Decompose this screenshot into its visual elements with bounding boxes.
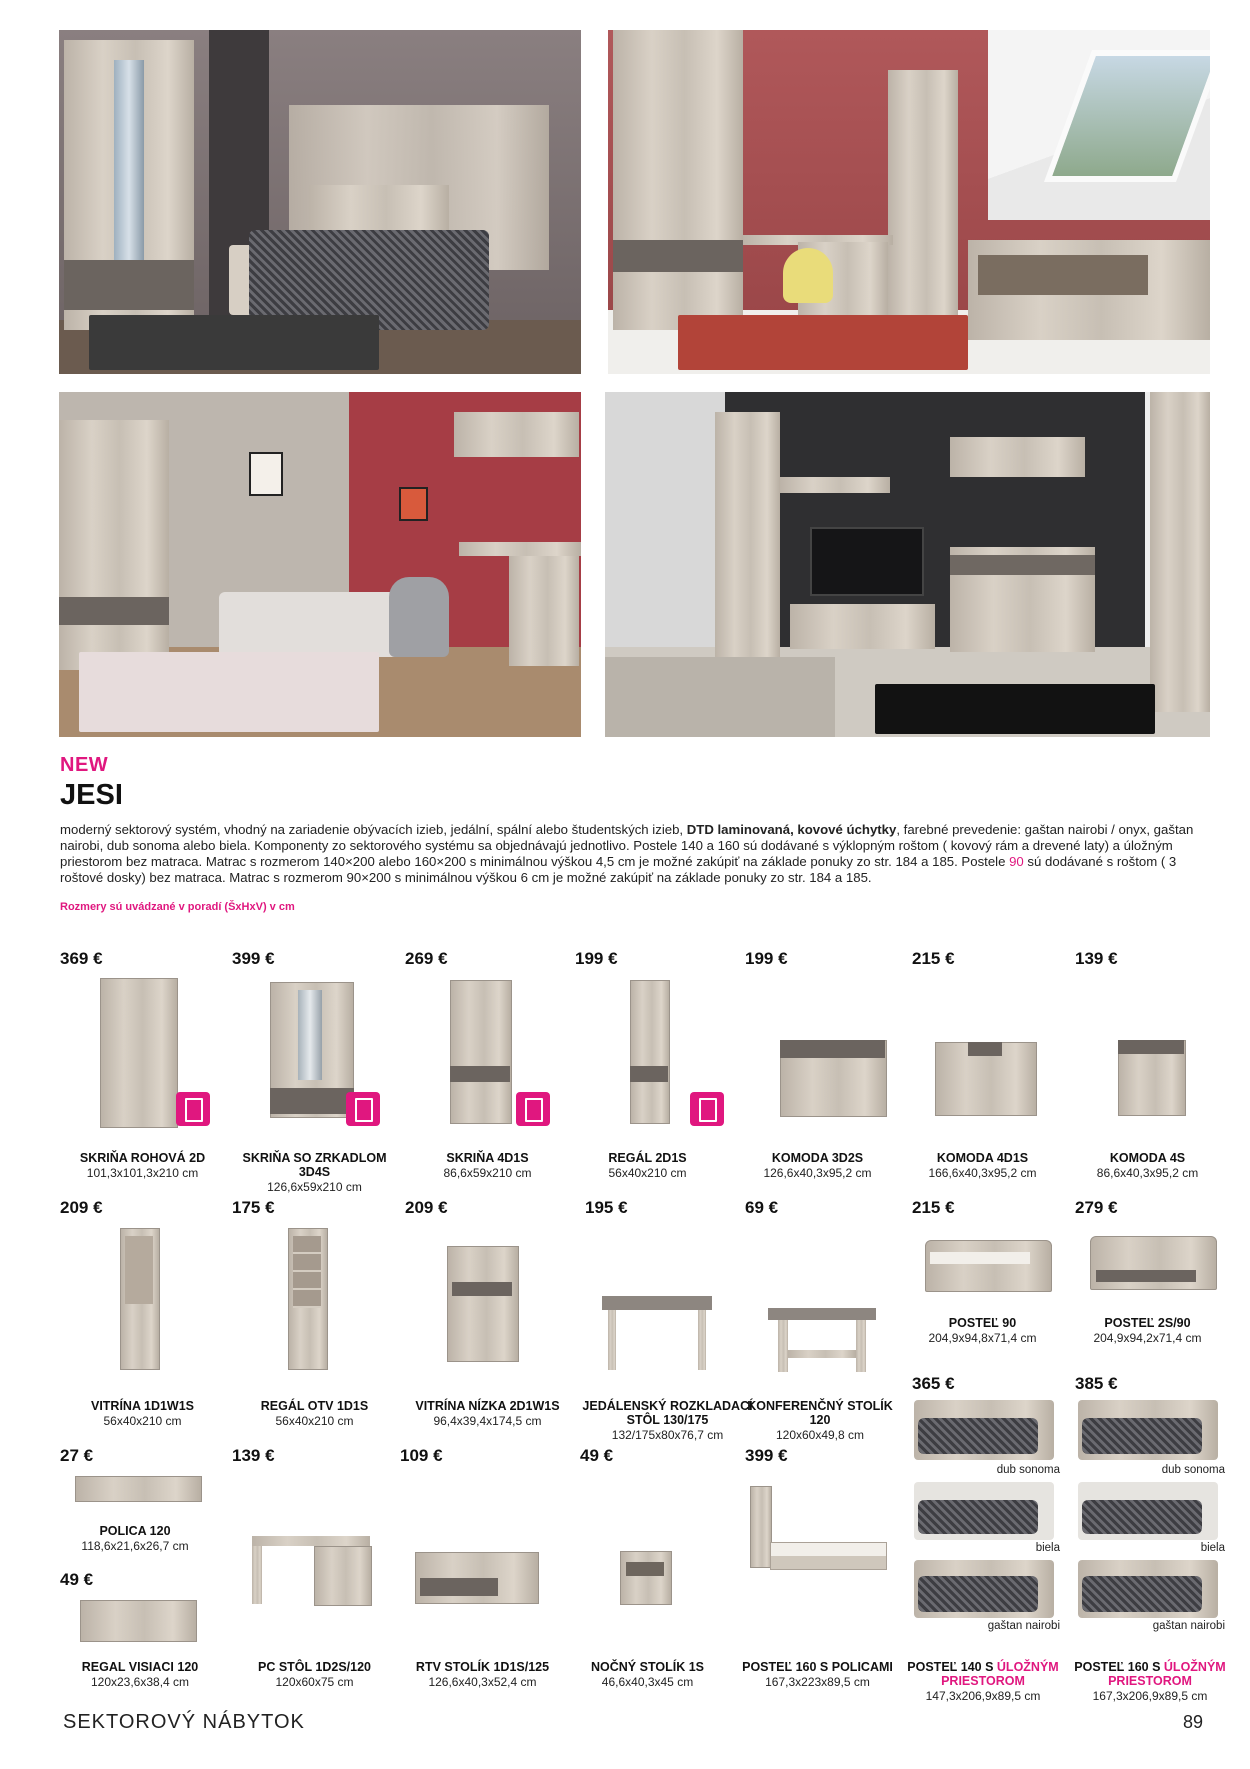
- dims-komoda-3d2s: 126,6x40,3x95,2 cm: [763, 1166, 872, 1180]
- dims-regal-visiaci: 120x23,6x38,4 cm: [90, 1675, 190, 1689]
- price-vitrina-1d1w1s: 209 €: [60, 1198, 103, 1217]
- dims-vitrina-nizka: 96,4x39,4x174,5 cm: [433, 1414, 542, 1428]
- collection-title: JESI: [60, 779, 123, 811]
- name-regal-otv: REGÁL OTV 1D1S: [260, 1399, 369, 1413]
- product-image-vitrina-nizka: [447, 1246, 519, 1362]
- drawer-panel: [1118, 1040, 1184, 1054]
- product-image-konferencny-stolik: [768, 1308, 876, 1378]
- name-postel-140-ulozny: POSTEĽ 140 S ÚLOŽNÝM PRIESTOROM: [907, 1660, 1059, 1688]
- dims-regal-2d1s: 56x40x210 cm: [608, 1166, 687, 1180]
- name-postel-160-policami: POSTEĽ 160 S POLICAMI: [742, 1660, 893, 1674]
- bed-cover: [1082, 1500, 1202, 1534]
- price-vitrina-nizka: 209 €: [405, 1198, 448, 1217]
- page-number: 89: [1183, 1712, 1204, 1732]
- dims-skrina-4d1s: 86,6x59x210 cm: [443, 1166, 532, 1180]
- price-polica-120: 27 €: [60, 1446, 94, 1465]
- bed-cover: [1082, 1418, 1202, 1454]
- price-nocny-stolik: 49 €: [580, 1446, 614, 1465]
- price-regal-otv: 175 €: [232, 1198, 275, 1217]
- dims-postel-160-ulozny: 167,3x206,9x89,5 cm: [1092, 1689, 1208, 1703]
- name-nocny-stolik: NOČNÝ STOLÍK 1S: [591, 1660, 704, 1674]
- bed-cover: [918, 1500, 1038, 1534]
- price-regal-2d1s: 199 €: [575, 949, 618, 968]
- name-skrina-zrkadlo: SKRIŇA SO ZRKADLOM 3D4S: [242, 1151, 387, 1179]
- price-komoda-4d1s: 215 €: [912, 949, 955, 968]
- price-skrina-rohova: 369 €: [60, 949, 103, 968]
- product-image-skrina-rohova: [100, 978, 178, 1128]
- price-jedalensky-stol: 195 €: [585, 1198, 628, 1217]
- new-label: NEW: [60, 754, 109, 776]
- open-shelves: [293, 1236, 321, 1308]
- bed-cover: [918, 1576, 1038, 1612]
- name-skrina-4d1s: SKRIŇA 4D1S: [446, 1151, 529, 1165]
- bed-frame: [770, 1542, 887, 1570]
- product-image-postel-160-policami: [750, 1486, 772, 1568]
- variant-label: dub sonoma: [996, 1464, 1060, 1476]
- name-postel-90: POSTEĽ 90: [948, 1316, 1017, 1330]
- variant-label: biela: [1200, 1542, 1225, 1554]
- drawer-panel: [968, 1042, 1002, 1056]
- wardrobe-interior-icon: [516, 1092, 550, 1126]
- dims-pc-stol: 120x60x75 cm: [275, 1675, 354, 1689]
- product-image-pc-stol: [252, 1536, 370, 1604]
- section-label: SEKTOROVÝ NÁBYTOK: [63, 1711, 305, 1733]
- price-postel-160: 385 €: [1075, 1374, 1118, 1393]
- name-regal-2d1s: REGÁL 2D1S: [608, 1151, 687, 1165]
- dims-polica-120: 118,6x21,6x26,7 cm: [81, 1539, 189, 1553]
- wardrobe-interior-icon: [346, 1092, 380, 1126]
- price-postel-140: 365 €: [912, 1374, 955, 1393]
- variant-label: dub sonoma: [1161, 1464, 1225, 1476]
- drawer-panel: [452, 1282, 512, 1296]
- drawer-panel: [420, 1578, 498, 1596]
- name-vitrina-nizka: VITRÍNA NÍZKA 2D1W1S: [415, 1399, 560, 1413]
- dims-komoda-4d1s: 166,6x40,3x95,2 cm: [928, 1166, 1037, 1180]
- drawer-panel: [630, 1066, 668, 1082]
- price-postel-90: 215 €: [912, 1198, 955, 1217]
- name-postel-160-ulozny: POSTEĽ 160 S ÚLOŽNÝM PRIESTOROM: [1074, 1660, 1226, 1688]
- price-skrina-4d1s: 269 €: [405, 949, 448, 968]
- dims-konferencny-stolik: 120x60x49,8 cm: [775, 1428, 865, 1442]
- product-image-regal-visiaci: [80, 1600, 197, 1642]
- dims-vitrina-1d1w1s: 56x40x210 cm: [103, 1414, 182, 1428]
- dims-komoda-4s: 86,6x40,3x95,2 cm: [1096, 1166, 1199, 1180]
- name-rtv-stolik: RTV STOLÍK 1D1S/125: [415, 1660, 550, 1674]
- dims-jedalensky-stol: 132/175x80x76,7 cm: [611, 1428, 724, 1442]
- variant-label: biela: [1035, 1542, 1060, 1554]
- price-komoda-3d2s: 199 €: [745, 949, 788, 968]
- name-skrina-rohova: SKRIŇA ROHOVÁ 2D: [79, 1151, 206, 1165]
- name-polica-120: POLICA 120: [99, 1524, 171, 1538]
- bed-cover: [918, 1418, 1038, 1454]
- photo-student-room: [59, 392, 581, 737]
- mirror-panel: [298, 990, 322, 1080]
- price-komoda-4s: 139 €: [1075, 949, 1118, 968]
- price-postel-160-policami: 399 €: [745, 1446, 788, 1465]
- collection-description: moderný sektorový systém, vhodný na zariadenie obývacích izieb, jedální, spální alebo študentských izieb, DTD laminovaná, kovové úchytky, farebné prevedenie: gaštan nairobi / onyx, gaštan nairobi, dub sonoma alebo biela. Komponenty zo sektorového systému sa objednávajú jednotlivo. Postele 140 a 160 sú dodávané s výklopným roštom ( kovový rám a drevené laty) a úložným priestorom bez matraca. Matrac s rozmerom 140×200 alebo 160×200 s minimálnou výškou 4,5 cm je možné zakúpiť na základe ponuky zo str. 184 a 185. Postele 90 sú dodávané s roštom ( 3 roštové dosky) bez matraca. Matrac s rozmerom 90×200 s minimálnou výškou 6 cm je možné zakúpiť na základe ponuky zo str. 184 a 185.: [60, 822, 1194, 885]
- price-konferencny-stolik: 69 €: [745, 1198, 779, 1217]
- drawer-panel: [1096, 1270, 1196, 1282]
- price-regal-visiaci: 49 €: [60, 1570, 94, 1589]
- price-rtv-stolik: 109 €: [400, 1446, 443, 1465]
- name-komoda-4d1s: KOMODA 4D1S: [936, 1151, 1029, 1165]
- dims-skrina-rohova: 101,3x101,3x210 cm: [86, 1166, 199, 1180]
- photo-bedroom: [59, 30, 581, 374]
- product-image-polica-120: [75, 1476, 202, 1502]
- price-skrina-zrkadlo: 399 €: [232, 949, 275, 968]
- drawer-opening: [626, 1562, 664, 1576]
- wardrobe-interior-icon: [176, 1092, 210, 1126]
- product-image-postel-90: [925, 1240, 1052, 1292]
- dims-postel-140-ulozny: 147,3x206,9x89,5 cm: [925, 1689, 1041, 1703]
- dims-postel-90: 204,9x94,8x71,4 cm: [928, 1331, 1037, 1345]
- dims-rtv-stolik: 126,6x40,3x52,4 cm: [428, 1675, 537, 1689]
- glass-door: [125, 1236, 153, 1304]
- mattress-area: [930, 1252, 1030, 1264]
- name-komoda-4s: KOMODA 4S: [1109, 1151, 1186, 1165]
- wardrobe-interior-icon: [690, 1092, 724, 1126]
- name-konferencny-stolik: KONFERENČNÝ STOLÍK 120: [747, 1399, 893, 1427]
- dimensions-note: Rozmery sú uvádzané v poradí (ŠxHxV) v cm: [60, 901, 295, 913]
- drawer-panel: [780, 1040, 885, 1058]
- product-image-skrina-4d1s: [450, 980, 512, 1124]
- name-postel-2s90: POSTEĽ 2S/90: [1104, 1316, 1191, 1330]
- dims-regal-otv: 56x40x210 cm: [275, 1414, 354, 1428]
- product-image-jedalensky-stol: [602, 1296, 712, 1376]
- price-pc-stol: 139 €: [232, 1446, 275, 1465]
- variant-label: gaštan nairobi: [1152, 1620, 1225, 1632]
- dims-postel-160-policami: 167,3x223x89,5 cm: [765, 1675, 870, 1689]
- name-komoda-3d2s: KOMODA 3D2S: [771, 1151, 864, 1165]
- drawer-panel: [450, 1066, 510, 1082]
- product-image-regal-2d1s: [630, 980, 670, 1124]
- dims-nocny-stolik: 46,6x40,3x45 cm: [601, 1675, 694, 1689]
- name-regal-visiaci: REGAL VISIACI 120: [81, 1660, 199, 1674]
- dims-postel-2s90: 204,9x94,2x71,4 cm: [1093, 1331, 1202, 1345]
- photo-living-room: [605, 392, 1210, 737]
- drawer-panel: [270, 1088, 354, 1114]
- name-pc-stol: PC STÔL 1D2S/120: [257, 1660, 371, 1674]
- variant-label: gaštan nairobi: [987, 1620, 1060, 1632]
- name-vitrina-1d1w1s: VITRÍNA 1D1W1S: [90, 1399, 195, 1413]
- name-jedalensky-stol: JEDÁLENSKÝ ROZKLADACÍ STÔL 130/175: [582, 1399, 753, 1427]
- price-postel-2s90: 279 €: [1075, 1198, 1118, 1217]
- bed-cover: [1082, 1576, 1202, 1612]
- dims-skrina-zrkadlo: 126,6x59x210 cm: [267, 1180, 362, 1194]
- product-image-nocny-stolik: [620, 1551, 672, 1605]
- photo-attic-room: [608, 30, 1210, 374]
